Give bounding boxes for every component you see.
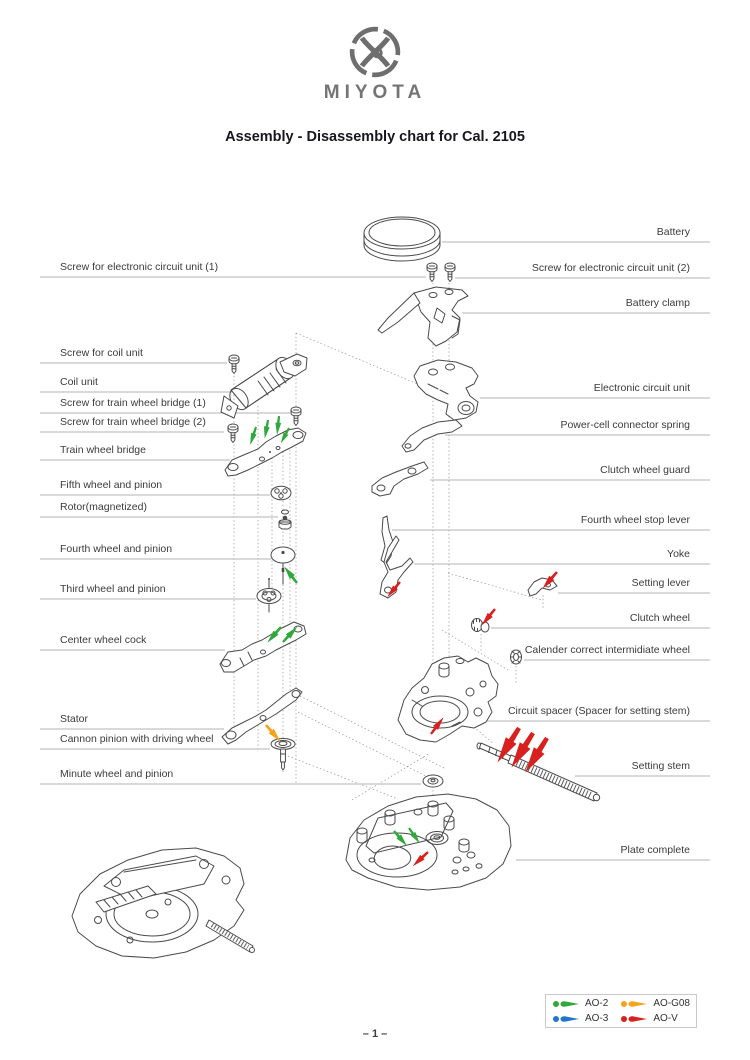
- cannon-pinion-drawing: [271, 739, 295, 771]
- part-label: Center wheel cock: [60, 634, 147, 646]
- oil-arrow-blue-icon: [552, 1013, 580, 1025]
- part-label: Third wheel and pinion: [60, 583, 166, 595]
- electronic-circuit-unit-drawing: [414, 360, 478, 420]
- fifth-wheel-drawing: [271, 486, 291, 500]
- legend-label: AO-G08: [653, 998, 690, 1009]
- page-number: – 1 –: [362, 1028, 388, 1040]
- power-cell-connector-spring-drawing: [402, 420, 462, 452]
- battery-clamp-drawing: [378, 287, 468, 346]
- calendar-correct-intermediate-wheel-drawing: [511, 650, 522, 664]
- oil-arrow-green-icon: [552, 998, 580, 1010]
- part-label: Setting stem: [631, 760, 690, 772]
- part-label: Cannon pinion with driving wheel: [60, 733, 214, 745]
- screw-electronic-circuit-1-drawing: [427, 263, 455, 282]
- part-label: Battery clamp: [625, 297, 690, 309]
- part-label: Train wheel bridge: [60, 444, 146, 456]
- part-label: Clutch wheel: [629, 612, 690, 624]
- part-label: Coil unit: [60, 376, 98, 388]
- oil-arrow-green: [247, 426, 258, 446]
- oil-arrow-green: [274, 416, 282, 435]
- part-label: Screw for coil unit: [60, 347, 143, 359]
- part-label: Rotor(magnetized): [60, 501, 147, 513]
- part-label: Power-cell connector spring: [560, 419, 690, 431]
- third-wheel-drawing: [257, 578, 281, 612]
- minute-wheel-drawing: [423, 775, 443, 787]
- legend-item: [552, 1012, 608, 1026]
- rotor-drawing: [279, 510, 291, 529]
- part-label: Yoke: [667, 548, 690, 560]
- part-label: Fourth wheel stop lever: [580, 514, 690, 526]
- part-label: Stator: [60, 713, 89, 725]
- oil-arrow-orange-icon: [620, 998, 648, 1010]
- part-label: Fifth wheel and pinion: [60, 479, 163, 491]
- part-label: Screw for electronic circuit unit (1): [60, 261, 219, 273]
- part-label: Electronic circuit unit: [593, 382, 690, 394]
- screw-train-bridge-1-drawing: [291, 407, 301, 426]
- oil-arrow-green: [282, 565, 300, 585]
- part-label: Screw for train wheel bridge (2): [60, 416, 206, 428]
- part-label: Setting lever: [631, 577, 690, 589]
- legend-item: [620, 997, 690, 1011]
- part-label: Circuit spacer (Spacer for setting stem): [507, 705, 690, 717]
- legend-item: [552, 997, 608, 1011]
- oil-arrow-red-icon: [620, 1013, 648, 1025]
- legend-label: AO-2: [584, 998, 609, 1009]
- screw-train-bridge-2-drawing: [228, 424, 238, 443]
- oil-arrow-green: [262, 419, 271, 439]
- battery-drawing: [364, 217, 440, 261]
- movement-complete-drawing: [72, 848, 255, 958]
- brand-name: MIYOTA: [323, 82, 427, 103]
- part-label: Clutch wheel guard: [600, 464, 690, 476]
- page-title: Assembly - Disassembly chart for Cal. 2105: [225, 129, 525, 145]
- part-label: Fourth wheel and pinion: [60, 543, 173, 555]
- part-label: Screw for train wheel bridge (1): [60, 397, 206, 409]
- circuit-spacer-drawing: [398, 656, 498, 742]
- clutch-wheel-guard-drawing: [372, 462, 428, 496]
- legend-item: [620, 1012, 690, 1026]
- lubrication-legend: [545, 994, 697, 1028]
- plate-complete-drawing: [346, 794, 511, 890]
- legend-label: AO-V: [653, 1013, 678, 1024]
- fourth-wheel-drawing: [271, 547, 295, 584]
- legend-label: AO-3: [584, 1013, 609, 1024]
- part-label: Plate complete: [620, 844, 690, 856]
- part-label: Battery: [656, 226, 690, 238]
- part-label: Calender correct intermidiate wheel: [524, 644, 690, 656]
- part-label: Minute wheel and pinion: [60, 768, 174, 780]
- screw-coil-unit-drawing: [229, 355, 239, 374]
- part-label: Screw for electronic circuit unit (2): [531, 262, 690, 274]
